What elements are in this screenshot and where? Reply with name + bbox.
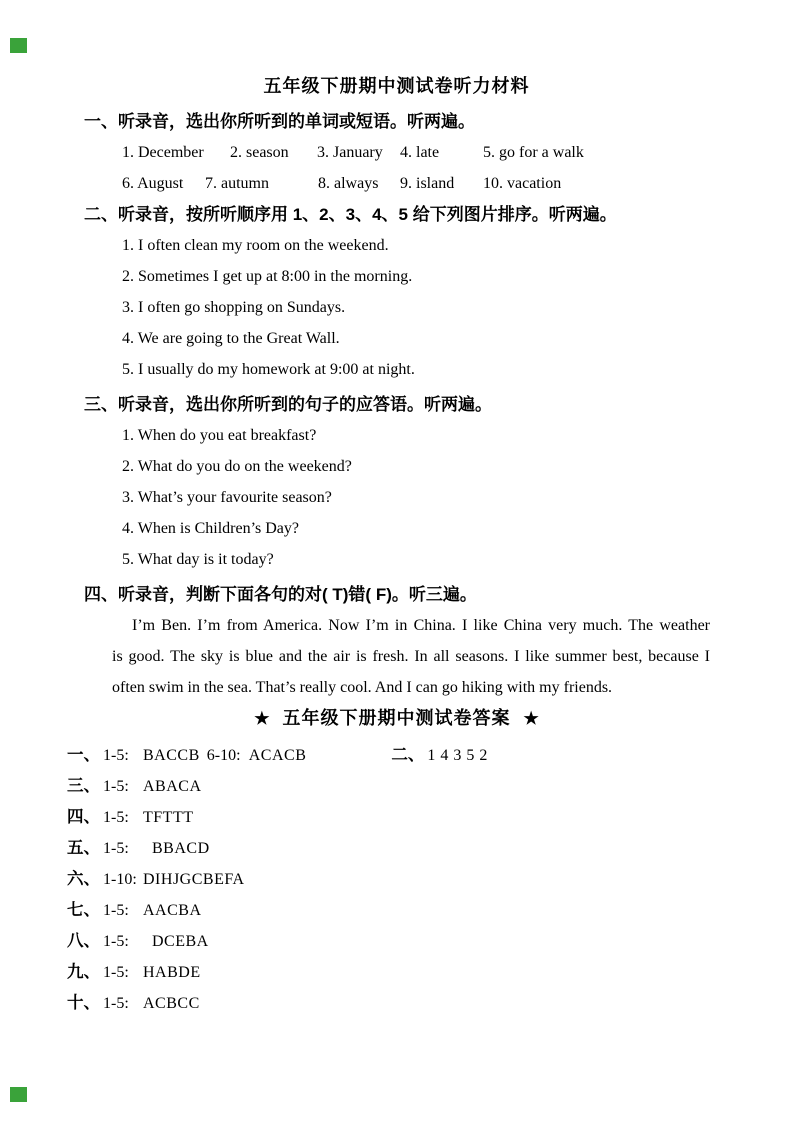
word-list-row-1 xyxy=(122,137,793,168)
word-item: 9. island xyxy=(400,175,455,192)
word-list-row-2 xyxy=(122,168,793,199)
word-item: 5. go for a walk xyxy=(483,144,584,161)
section-4-heading: 四、听录音，判断下面各句的对( T)错( F)。听三遍。 xyxy=(84,585,477,604)
answer-row-1 xyxy=(67,740,793,771)
answer-row-8 xyxy=(67,926,793,957)
answer-value: HABDE xyxy=(143,964,201,981)
word-item: 1. December xyxy=(122,144,204,161)
answer-value: TFTTT xyxy=(143,809,194,826)
listening-passage xyxy=(112,610,710,703)
answer-range: 1-5: xyxy=(103,809,129,826)
answer-value: ABACA xyxy=(143,778,202,795)
star-icon: ★ xyxy=(523,709,539,728)
section-1-heading: 一、听录音，选出你所听到的单词或短语。听两遍。 xyxy=(84,112,475,131)
answer-row-9 xyxy=(67,957,793,988)
answer-range: 1-5: xyxy=(103,778,129,795)
answer-row-3 xyxy=(67,771,793,802)
passage-line: is good. The sky is blue and the air is fresh. In all seasons. I like summer best, because I xyxy=(112,648,710,665)
answer-row-6 xyxy=(67,864,793,895)
answer-value: DCEBA xyxy=(152,933,209,950)
listening-question: 3. What’s your favourite season? xyxy=(122,489,332,506)
answer-row-label: 八、 xyxy=(67,932,100,950)
answer-range: 1-5: xyxy=(103,995,129,1012)
answer-range: 1-5: xyxy=(103,747,129,764)
answers-title-text: 五年级下册期中测试卷答案 xyxy=(282,708,511,728)
answer-range: 1-5: xyxy=(103,840,129,857)
answer-value: DIHJGCBEFA xyxy=(143,871,245,888)
word-item: 3. January xyxy=(317,144,383,161)
answer-row-label: 七、 xyxy=(67,901,100,919)
listening-sentence: 1. I often clean my room on the weekend. xyxy=(122,237,389,254)
section-2-heading: 二、听录音，按所听顺序用 1、2、3、4、5 给下列图片排序。听两遍。 xyxy=(84,205,617,224)
listening-question: 1. When do you eat breakfast? xyxy=(122,427,317,444)
answer-value: ACBCC xyxy=(143,995,200,1012)
answer-row-label: 十、 xyxy=(67,994,100,1012)
listening-question: 2. What do you do on the weekend? xyxy=(122,458,352,475)
listening-sentence: 2. Sometimes I get up at 8:00 in the morning. xyxy=(122,268,413,285)
answer-range: 1-10: xyxy=(103,871,137,888)
answer-value: AACBA xyxy=(143,902,202,919)
answer-value: BBACD xyxy=(152,840,210,857)
answer-range: 1-5: xyxy=(103,902,129,919)
answer-range: 1-5: xyxy=(103,933,129,950)
answer-row-4 xyxy=(67,802,793,833)
scan-artifact-top xyxy=(10,38,27,53)
answer-row-label: 三、 xyxy=(67,777,100,795)
answer-key xyxy=(0,740,793,1019)
word-item: 10. vacation xyxy=(483,175,562,192)
document-title: 五年级下册期中测试卷听力材料 xyxy=(263,76,530,96)
answer-row-10 xyxy=(67,988,793,1019)
word-item: 4. late xyxy=(400,144,440,161)
answer-row-label: 二、 xyxy=(391,746,425,764)
listening-sentence: 4. We are going to the Great Wall. xyxy=(122,330,340,347)
answer-row-5 xyxy=(67,833,793,864)
answer-row-label: 一、 xyxy=(67,746,100,764)
star-icon: ★ xyxy=(254,709,270,728)
listening-question: 5. What day is it today? xyxy=(122,551,274,568)
answer-range: 1-5: xyxy=(103,964,129,981)
answer-row-label: 九、 xyxy=(67,963,100,981)
answer-range: 6-10: xyxy=(206,747,241,764)
listening-sentence: 3. I often go shopping on Sundays. xyxy=(122,299,346,316)
answer-value: ACACB xyxy=(248,747,307,764)
answer-value: BACCB xyxy=(143,747,200,764)
passage-line: I’m Ben. I’m from America. Now I’m in China. I like China very much. The weather xyxy=(132,617,710,634)
word-item: 8. always xyxy=(318,175,379,192)
answer-row-label: 五、 xyxy=(67,839,100,857)
word-item: 2. season xyxy=(230,144,289,161)
word-item: 7. autumn xyxy=(205,175,269,192)
listening-sentence: 5. I usually do my homework at 9:00 at night. xyxy=(122,361,415,378)
listening-question: 4. When is Children’s Day? xyxy=(122,520,300,537)
section-3-heading: 三、听录音，选出你所听到的句子的应答语。听两遍。 xyxy=(84,395,492,414)
word-item: 6. August xyxy=(122,175,184,192)
answer-row-label: 六、 xyxy=(67,870,100,888)
passage-line: often swim in the sea. That’s really cool. And I can go hiking with my friends. xyxy=(112,679,613,696)
answer-value: 1 4 3 5 2 xyxy=(427,747,488,764)
answer-row-7 xyxy=(67,895,793,926)
scan-artifact-bottom xyxy=(10,1087,27,1102)
answers-title xyxy=(0,703,793,734)
answer-row-label: 四、 xyxy=(67,808,100,826)
